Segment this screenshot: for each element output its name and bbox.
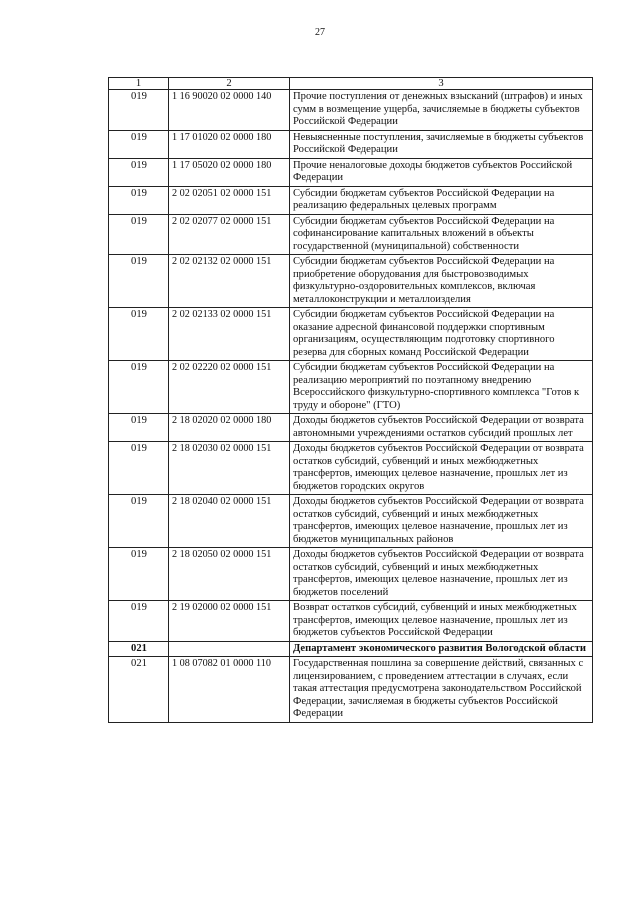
revenue-name-cell: Субсидии бюджетам субъектов Российской Федерации на реализацию мероприятий по поэтапному внедрению Всероссийского физкультурно-спортивного комплекса "Готов к труду и обороне" (ГТО) [290,361,593,414]
admin-code-cell: 019 [109,255,169,308]
table-row [109,130,593,158]
revenue-code-cell: 2 18 02040 02 0000 151 [169,495,290,548]
table-row [109,214,593,255]
admin-code-cell: 019 [109,442,169,495]
revenue-code-cell: 2 18 02050 02 0000 151 [169,548,290,601]
revenue-name-cell: Субсидии бюджетам субъектов Российской Федерации на реализацию федеральных целевых программ [290,186,593,214]
table-row [109,495,593,548]
revenue-code-cell: 2 19 02000 02 0000 151 [169,601,290,642]
admin-code-cell: 019 [109,361,169,414]
revenue-name-cell: Доходы бюджетов субъектов Российской Федерации от возврата автономными учреждениями остатков субсидий прошлых лет [290,414,593,442]
revenue-code-cell: 2 18 02020 02 0000 180 [169,414,290,442]
revenue-name-cell: Доходы бюджетов субъектов Российской Федерации от возврата остатков субсидий, субвенций и иных межбюджетных трансфертов, имеющих целевое назначение, прошлых лет из бюджетов городских округов [290,442,593,495]
column-header-revenue-code: 2 [169,78,290,90]
admin-code-cell: 019 [109,186,169,214]
admin-code-cell: 019 [109,601,169,642]
revenue-name-cell: Субсидии бюджетам субъектов Российской Федерации на оказание адресной финансовой поддержки спортивным организациям, осуществляющим подготовку спортивного резерва для сборных команд Российской Федерации [290,308,593,361]
revenue-code-cell: 2 02 02220 02 0000 151 [169,361,290,414]
revenue-code-cell: 2 18 02030 02 0000 151 [169,442,290,495]
table-row [109,548,593,601]
admin-code-cell: 019 [109,308,169,361]
revenue-code-cell: 2 02 02133 02 0000 151 [169,308,290,361]
table-row [109,186,593,214]
table-row [109,657,593,723]
revenue-code-cell: 1 17 05020 02 0000 180 [169,158,290,186]
revenue-name-cell: Доходы бюджетов субъектов Российской Федерации от возврата остатков субсидий, субвенций и иных межбюджетных трансфертов, имеющих целевое назначение, прошлых лет из бюджетов поселений [290,548,593,601]
revenue-name-cell: Прочие поступления от денежных взысканий (штрафов) и иных сумм в возмещение ущерба, зачисляемые в бюджеты субъектов Российской Федерации [290,90,593,131]
admin-code-cell: 019 [109,90,169,131]
revenue-code-cell: 1 08 07082 01 0000 110 [169,657,290,723]
revenue-name-cell: Государственная пошлина за совершение действий, связанных с лицензированием, с проведением аттестации в случаях, если такая аттестация предусмотрена законодательством Российской Федерации, зачисляемая в бюджеты субъектов Российской Федерации [290,657,593,723]
revenue-code-cell: 1 16 90020 02 0000 140 [169,90,290,131]
revenue-code-cell [169,641,290,657]
revenue-code-cell: 2 02 02132 02 0000 151 [169,255,290,308]
column-header-revenue-name: 3 [290,78,593,90]
revenue-name-cell: Субсидии бюджетам субъектов Российской Федерации на приобретение оборудования для быстровозводимых физкультурно-оздоровительных комплексов, включая металлоконструкции и металлоизделия [290,255,593,308]
page-number: 27 [315,27,325,38]
revenue-name-cell: Невыясненные поступления, зачисляемые в бюджеты субъектов Российской Федерации [290,130,593,158]
table-row [109,442,593,495]
admin-code-cell: 019 [109,158,169,186]
revenue-name-cell: Возврат остатков субсидий, субвенций и иных межбюджетных трансфертов, имеющих целевое назначение, прошлых лет из бюджетов субъектов Российской Федерации [290,601,593,642]
budget-revenue-table [108,77,593,723]
table-header-row [109,78,593,90]
column-header-admin-code: 1 [109,78,169,90]
table-row [109,90,593,131]
table-row [109,361,593,414]
revenue-name-cell: Прочие неналоговые доходы бюджетов субъектов Российской Федерации [290,158,593,186]
admin-code-cell: 019 [109,130,169,158]
admin-code-cell: 021 [109,657,169,723]
admin-code-cell: 019 [109,548,169,601]
revenue-name-cell: Субсидии бюджетам субъектов Российской Федерации на софинансирование капитальных вложений в объекты государственной (муниципальной) собственности [290,214,593,255]
table-row [109,255,593,308]
revenue-code-cell: 2 02 02051 02 0000 151 [169,186,290,214]
table-row [109,158,593,186]
admin-code-cell: 021 [109,641,169,657]
admin-code-cell: 019 [109,414,169,442]
revenue-code-cell: 2 02 02077 02 0000 151 [169,214,290,255]
revenue-name-cell: Доходы бюджетов субъектов Российской Федерации от возврата остатков субсидий, субвенций и иных межбюджетных трансфертов, имеющих целевое назначение, прошлых лет из бюджетов муниципальных районов [290,495,593,548]
admin-code-cell: 019 [109,495,169,548]
table-row [109,308,593,361]
table-row [109,601,593,642]
admin-code-cell: 019 [109,214,169,255]
revenue-code-cell: 1 17 01020 02 0000 180 [169,130,290,158]
table-row [109,641,593,657]
revenue-name-cell: Департамент экономического развития Вологодской области [290,641,593,657]
table-row [109,414,593,442]
